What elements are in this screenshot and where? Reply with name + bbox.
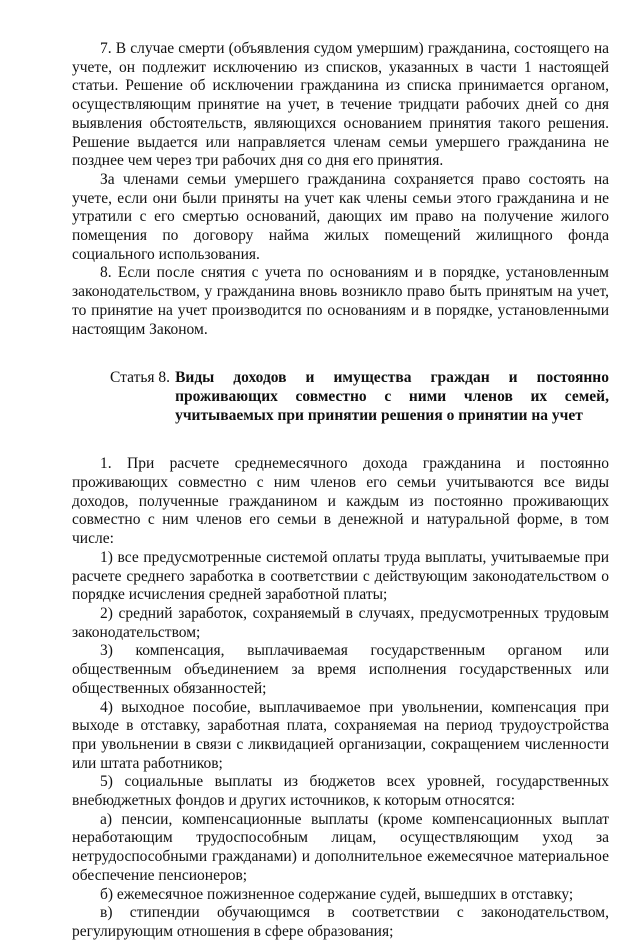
list-subitem-v: в) стипендии обучающимся в соответствии с законодательством, регулирующим отношения в сфере образования; xyxy=(72,904,609,940)
paragraph-part-7: 7. В случае смерти (объявления судом умершим) гражданина, состоящего на учете, он подлежит исключению из списков, указанных в части 1 настоящей статьи. Решение об исключении гражданина из списка принимается органом, осуществляющим принятие на учет, в течение тридцати рабочих дней со дня выявления обстоятельств, являющихся основанием принятия такого решения. Решение выдается или направляется членам семьи умершего гражданина не позднее чем через три рабочих дня со дня его принятия. xyxy=(72,40,609,170)
article-title: Виды доходов и имущества граждан и постоянно проживающих совместно с ними членов их семей, учитываемых при принятии решения о принятии на учет xyxy=(175,369,609,424)
spacer xyxy=(72,339,609,369)
list-item-2: 2) средний заработок, сохраняемый в случаях, предусмотренных трудовым законодательством; xyxy=(72,604,609,641)
article-number: Статья 8. xyxy=(110,369,171,387)
list-item-5: 5) социальные выплаты из бюджетов всех уровней, государственных внебюджетных фондов и других источников, к которым относятся: xyxy=(72,773,609,810)
list-subitem-b: б) ежемесячное пожизненное содержание судей, вышедших в отставку; xyxy=(100,885,574,903)
list-item-1: 1) все предусмотренные системой оплаты труда выплаты, учитываемые при расчете среднего заработка в соответствии с действующим законодательством о порядке исчисления средней заработной платы; xyxy=(72,548,609,604)
paragraph-family-rights: За членами семьи умершего гражданина сохраняется право состоять на учете, если они были приняты на учет как члены семьи этого гражданина и не утратили с его смертью оснований, дающих им право на получение жилого помещения по договору найма жилых помещений жилищного фонда социального использования. xyxy=(72,170,609,263)
list-subitem-a: а) пенсии, компенсационные выплаты (кроме компенсационных выплат неработающим трудоспособным лицам, осуществляющим уход за нетрудоспособными гражданами) и дополнительное ежемесячное материальное обеспечение пенсионеров; xyxy=(72,810,609,884)
list-item-4: 4) выходное пособие, выплачиваемое при увольнении, компенсация при выходе в отставку, заработная плата, сохраняемая на период трудоустройства при увольнении в связи с ликвидацией организации, сокращением численности или штата работников; xyxy=(72,698,609,772)
spacer xyxy=(72,425,609,455)
document-page xyxy=(72,40,609,942)
article-heading xyxy=(110,369,609,425)
paragraph-part-8: 8. Если после снятия с учета по основаниям и в порядке, установленным законодательством, у гражданина вновь возникло право быть принятым на учет, то принятие на учет производится по основаниям и в порядке, установленными настоящим Законом. xyxy=(72,264,609,338)
paragraph-income-intro: 1. При расчете среднемесячного дохода гражданина и постоянно проживающих совместно с ним членов его семьи учитываются все виды доходов, полученные гражданином и каждым из постоянно проживающих совместно с ним членов его семьи в денежной и натуральной форме, в том числе: xyxy=(72,455,609,548)
list-item-3: 3) компенсация, выплачиваемая государственным органом или общественным объединением за время исполнения государственных или общественных обязанностей; xyxy=(72,642,609,697)
